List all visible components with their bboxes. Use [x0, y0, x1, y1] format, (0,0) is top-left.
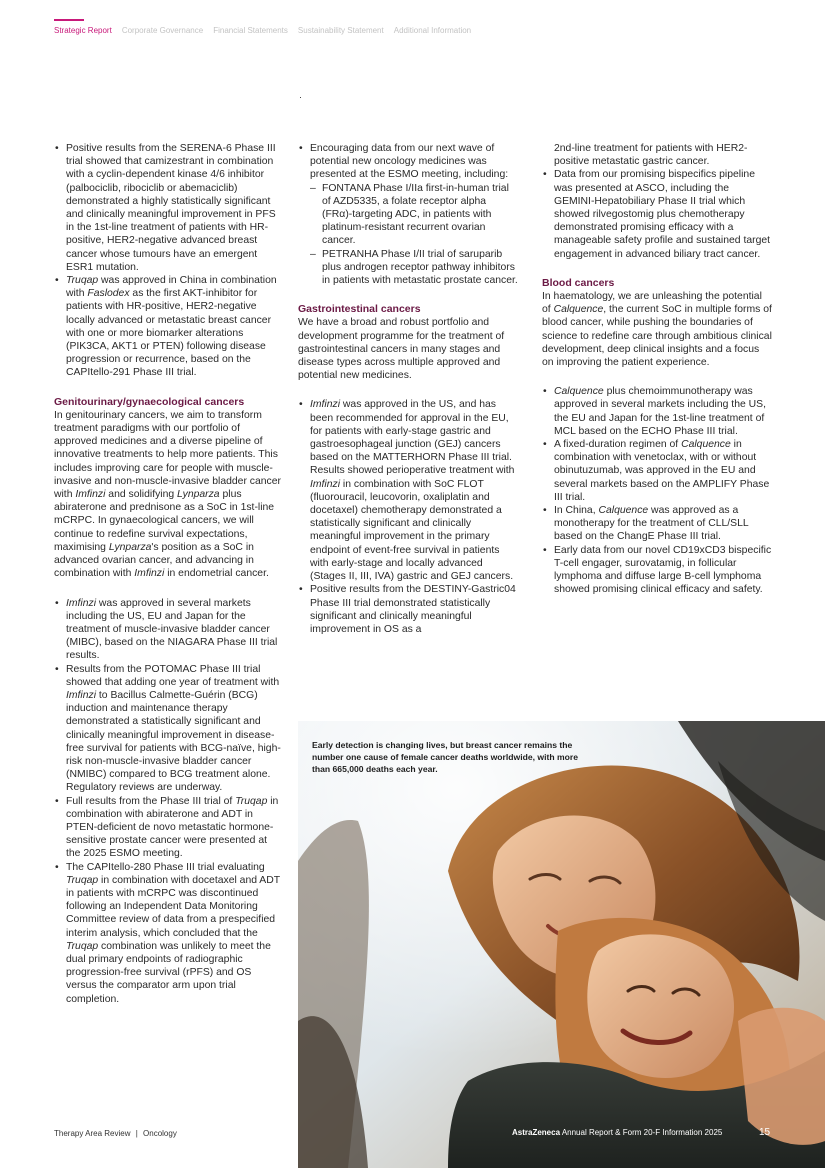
list-item: • Imfinzi was approved in the US, and has been recommended for approval in the EU, for patients with early-stage gastric and gastroesophageal junction (GEJ) cancers based on the MATTERHORN Phase III trial. Results showed perioperative treatment with Imfinzi in combination with SoC FLOT (fluorouracil, leucovorin, oxaliplatin and docetaxel) chemotherapy demonstrated a statistically significant and clinically meaningful improvement in the primary endpoint of event-free survival in patients with early-stage and locally advanced (Stages II, III, IVA) gastric and GEJ cancers. — [298, 398, 518, 583]
sub-list — [298, 182, 518, 288]
bullet-list — [298, 142, 518, 287]
footer-separator: | — [135, 1129, 138, 1138]
section-heading: Gastrointestinal cancers — [298, 303, 421, 316]
section-heading: Blood cancers — [542, 276, 615, 289]
footer-topic[interactable]: Oncology — [143, 1129, 177, 1138]
list-item: • In China, Calquence was approved as a monotherapy for the treatment of CLL/SLL based on the ChangE Phase III trial. — [542, 504, 772, 544]
nav-strategic-report[interactable]: Strategic Report — [54, 26, 112, 35]
footer-report-title — [512, 1128, 722, 1137]
nav-additional-information[interactable]: Additional Information — [393, 26, 472, 35]
sub-list-item: – PETRANHA Phase I/II trial of saruparib plus androgen receptor pathway inhibitors in patients with metastatic prostate cancer. — [298, 248, 518, 288]
nav-corporate-governance[interactable]: Corporate Governance — [121, 26, 204, 35]
list-item: • Full results from the Phase III trial of Truqap in combination with abiraterone and ADT in PTEN-deficient de novo metastatic hormone-sensitive prostate cancer were presented at the 2025 ESMO meeting. — [54, 795, 284, 861]
list-item: • Early data from our novel CD19xCD3 bispecific T-cell engager, surovatamig, in follicular lymphoma and diffuse large B-cell lymphoma showed promising clinical efficacy and safety. — [542, 544, 772, 597]
stray-dot — [300, 97, 301, 98]
page-number: 15 — [759, 1127, 771, 1138]
footer-report: Annual Report & Form 20-F Information 2025 — [560, 1128, 723, 1137]
sub-list-item: – FONTANA Phase I/IIa first-in-human trial of AZD5335, a folate receptor alpha (FRα)-targeting ADC, in patients with platinum-resistant recurrent ovarian cancer. — [298, 182, 518, 248]
column-2 — [298, 142, 518, 636]
list-item: • The CAPItello-280 Phase III trial evaluating Truqap in combination with docetaxel and ADT in patients with mCRPC was discontinued following an Independent Data Monitoring Committee review of data from a prespecified interim analysis, which concluded that the Truqap combination was unlikely to meet the dual primary endpoints of radiographic progression-free survival (rPFS) and OS versus the comparator arm upon trial completion. — [54, 861, 284, 1006]
column-3 — [542, 142, 772, 597]
photo-caption: Early detection is changing lives, but breast cancer remains the number one cause of female cancer deaths worldwide, with more than 665,000 deaths each year. — [312, 740, 578, 774]
list-item: • Truqap was approved in China in combination with Faslodex as the first AKT-inhibitor for patients with HR-positive, HER2-negative locally advanced or metastatic breast cancer with one or more biomarker alterations (PIK3CA, AKT1 or PTEN) following disease progression or recurrence, based on the CAPItello-291 Phase III trial. — [54, 274, 284, 380]
list-item: • Positive results from the DESTINY-Gastric04 Phase III trial demonstrated statistically significant and clinically meaningful improvement in OS as a — [298, 583, 518, 636]
nav-sustainability-statement[interactable]: Sustainability Statement — [297, 26, 384, 35]
list-item: • Calquence plus chemoimmunotherapy was approved in several markets including the US, the EU and Japan for the 1st-line treatment of MCL based on the ECHO Phase III trial. — [542, 385, 772, 438]
bullet-list — [542, 385, 772, 596]
continued-text: 2nd-line treatment for patients with HER2-positive metastatic gastric cancer. — [554, 143, 748, 168]
section-paragraph: In haematology, we are unleashing the potential of Calquence, the current SoC in multiple forms of blood cancer, while pushing the boundaries of science to redefine care through ambitious clinical development, deep clinical insights and a focus on improving the patient experience. — [542, 291, 772, 369]
list-item: • Data from our promising bispecifics pipeline was presented at ASCO, including the GEMINI-Hepatobiliary Phase II trial which showed rilvegostomig plus chemotherapy demonstrated promising efficacy with a manageable safety profile and sustained target engagement in advanced biliary tract cancer. — [542, 168, 772, 260]
section-paragraph: We have a broad and robust portfolio and development programme for the treatment of gastrointestinal cancers in many stages and disease types across multiple approved and potential new medicines. — [298, 317, 505, 382]
nav-financial-statements[interactable]: Financial Statements — [213, 26, 288, 35]
footer-left — [54, 1129, 177, 1138]
photo-illustration — [298, 721, 825, 1168]
list-item: • Encouraging data from our next wave of potential new oncology medicines was presented at the ESMO meeting, including: – FONTANA Phase I/IIa first-in-human trial of AZD5335, a folate receptor alpha (FRα)-targeting ADC, in patients with platinum-resistant recurrent ovarian cancer. – PETRANHA Phase I/II trial of saruparib plus androgen receptor pathway inhibitors in patients with metastatic prostate cancer. — [298, 142, 518, 287]
list-item: • A fixed-duration regimen of Calquence in combination with venetoclax, with or without obinutuzumab, was approved in the EU and several markets based on the AMPLIFY Phase III trial. — [542, 438, 772, 504]
top-nav — [54, 26, 471, 35]
bullet-list — [542, 168, 772, 260]
footer-section[interactable]: Therapy Area Review — [54, 1129, 131, 1138]
column-1 — [54, 142, 284, 1006]
bullet-list — [54, 597, 284, 1006]
list-item: • Results from the POTOMAC Phase III trial showed that adding one year of treatment with Imfinzi to Bacillus Calmette-Guérin (BCG) induction and maintenance therapy demonstrated a statistically significant and clinically meaningful improvement in disease-free survival for patients with BCG-naïve, high-risk non-muscle-invasive bladder cancer (NMIBC) compared to BCG treatment alone. Regulatory reviews are underway. — [54, 663, 284, 795]
section-paragraph: In genitourinary cancers, we aim to transform treatment paradigms with our portfolio of approved medicines and a diverse pipeline of innovative treatments to help more patients. This includes improving care for people with muscle-invasive and non-muscle-invasive bladder cancer with Imfinzi and solidifying Lynparza plus abiraterone and prednisone as a SoC in 1st-line mCRPC. In gynaecological cancers, we will continue to redefine survival expectations, maximising Lynparza's position as a SoC in advanced ovarian cancer, and advancing in combination with Imfinzi in endometrial cancer. — [54, 409, 281, 580]
list-item: • Positive results from the SERENA-6 Phase III trial showed that camizestrant in combination with a cyclin-dependent kinase 4/6 inhibitor (palbociclib, ribociclib or abemaciclib) demonstrated a highly statistically significant and clinically meaningful improvement in PFS in the 1st-line treatment of patients with HR-positive, HER2-negative advanced breast cancer whose tumours have an emergent ESR1 mutation. — [54, 142, 284, 274]
bullet-list — [298, 398, 518, 636]
photo-mother-daughter — [298, 721, 825, 1168]
footer-brand: AstraZeneca — [512, 1128, 561, 1137]
section-heading: Genitourinary/gynaecological cancers — [54, 395, 245, 408]
bullet-list — [54, 142, 284, 380]
list-item: • Imfinzi was approved in several markets including the US, EU and Japan for the treatment of muscle-invasive bladder cancer (MIBC), based on the NIAGARA Phase III trial results. — [54, 597, 284, 663]
